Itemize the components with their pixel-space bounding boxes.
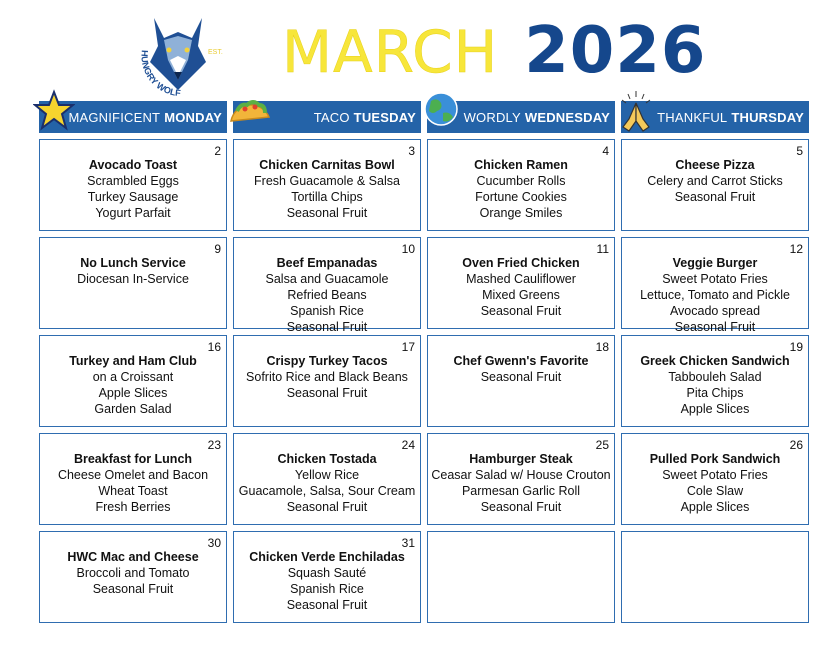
page-title xyxy=(282,14,706,94)
logo-text: HUNGRY WOLF xyxy=(139,49,182,99)
day-cell xyxy=(621,139,809,231)
side-item: Seasonal Fruit xyxy=(674,320,756,334)
side-item: Cole Slaw xyxy=(686,484,744,498)
day-cell xyxy=(39,335,227,427)
date-number: 5 xyxy=(796,144,803,158)
side-item: Ceasar Salad w/ House Crouton xyxy=(431,468,611,482)
side-item: Celery and Carrot Sticks xyxy=(647,174,783,188)
date-number: 23 xyxy=(207,438,221,452)
main-dish: Veggie Burger xyxy=(672,256,758,270)
header-wednesday-prefix: WORDLY xyxy=(463,109,521,125)
side-item: Tortilla Chips xyxy=(291,190,363,204)
date-number: 2 xyxy=(214,144,221,158)
side-item: Seasonal Fruit xyxy=(286,320,368,334)
day-cell xyxy=(39,531,227,623)
header-monday xyxy=(39,101,227,133)
taco-icon xyxy=(227,89,267,129)
side-item: Yogurt Parfait xyxy=(95,206,171,220)
date-number: 18 xyxy=(595,340,609,354)
main-dish: Breakfast for Lunch xyxy=(73,452,193,466)
date-number: 30 xyxy=(207,536,221,550)
week-row xyxy=(39,531,809,623)
side-item: Lettuce, Tomato and Pickle xyxy=(640,288,790,302)
day-cell xyxy=(621,237,809,334)
day-cell-empty xyxy=(427,531,615,623)
main-dish: Crispy Turkey Tacos xyxy=(266,354,388,368)
side-item: Sweet Potato Fries xyxy=(662,468,768,482)
main-dish: Beef Empanadas xyxy=(276,256,378,270)
main-dish: Chicken Ramen xyxy=(474,158,568,172)
main-dish: No Lunch Service xyxy=(80,256,186,270)
day-cell xyxy=(621,335,809,427)
side-item: Fresh Berries xyxy=(95,500,171,514)
side-item: Avocado spread xyxy=(669,304,761,318)
side-item: Seasonal Fruit xyxy=(674,190,756,204)
header-wednesday-bold: WEDNESDAY xyxy=(524,109,610,125)
date-number: 10 xyxy=(401,242,415,256)
day-cell xyxy=(233,237,421,334)
header-thursday-prefix: THANKFUL xyxy=(657,109,728,125)
side-item: Turkey Sausage xyxy=(87,190,179,204)
date-number: 26 xyxy=(789,438,803,452)
header-thursday-bold: THURSDAY xyxy=(731,109,804,125)
main-dish: Cheese Pizza xyxy=(675,158,755,172)
side-item: Seasonal Fruit xyxy=(480,500,562,514)
date-number: 4 xyxy=(602,144,609,158)
svg-text:EST.: EST. xyxy=(208,49,223,56)
main-dish: Oven Fried Chicken xyxy=(462,256,580,270)
header-tuesday-prefix: TACO xyxy=(313,109,350,125)
day-cell xyxy=(233,433,421,525)
day-cell xyxy=(39,433,227,525)
date-number: 16 xyxy=(207,340,221,354)
date-number: 19 xyxy=(789,340,803,354)
side-item: Fresh Guacamole & Salsa xyxy=(254,174,400,188)
day-cell-empty xyxy=(621,531,809,623)
side-item: Apple Slices xyxy=(680,500,750,514)
side-item: Refried Beans xyxy=(287,288,367,302)
side-item: Cheese Omelet and Bacon xyxy=(57,468,209,482)
main-dish: Chicken Carnitas Bowl xyxy=(259,158,395,172)
side-item: Garden Salad xyxy=(94,402,172,416)
side-item: Apple Slices xyxy=(680,402,750,416)
side-item: on a Croissant xyxy=(92,370,174,384)
main-dish: Hamburger Steak xyxy=(469,452,573,466)
side-item: Seasonal Fruit xyxy=(286,386,368,400)
side-item: Seasonal Fruit xyxy=(286,598,368,612)
hungry-wolf-logo xyxy=(128,10,228,100)
header-tuesday xyxy=(233,101,421,133)
main-dish: Avocado Toast xyxy=(88,158,178,172)
side-item: Broccoli and Tomato xyxy=(76,566,190,580)
date-number: 25 xyxy=(595,438,609,452)
week-row xyxy=(39,139,809,231)
side-item: Apple Slices xyxy=(98,386,168,400)
week-row xyxy=(39,237,809,334)
main-dish: HWC Mac and Cheese xyxy=(67,550,199,564)
side-item: Seasonal Fruit xyxy=(286,500,368,514)
day-cell xyxy=(233,335,421,427)
year-title: 2026 xyxy=(524,14,707,88)
lunch-calendar xyxy=(39,101,809,623)
day-cell xyxy=(427,335,615,427)
main-dish: Greek Chicken Sandwich xyxy=(640,354,790,368)
praying-hands-icon xyxy=(615,89,655,129)
side-item: Spanish Rice xyxy=(290,304,364,318)
date-number: 9 xyxy=(214,242,221,256)
main-dish: Chicken Verde Enchiladas xyxy=(249,550,405,564)
side-item: Salsa and Guacamole xyxy=(265,272,389,286)
week-row xyxy=(39,335,809,427)
date-number: 11 xyxy=(596,242,609,256)
side-item: Fortune Cookies xyxy=(475,190,567,204)
side-item: Seasonal Fruit xyxy=(92,582,174,596)
header-monday-prefix: MAGNIFICENT xyxy=(68,109,161,125)
side-item: Tabbouleh Salad xyxy=(668,370,762,384)
day-cell xyxy=(233,139,421,231)
day-cell xyxy=(39,139,227,231)
day-cell xyxy=(621,433,809,525)
side-item: Diocesan In-Service xyxy=(77,272,189,286)
side-item: Orange Smiles xyxy=(479,206,563,220)
main-dish: Turkey and Ham Club xyxy=(69,354,197,368)
date-number: 31 xyxy=(401,536,415,550)
side-item: Seasonal Fruit xyxy=(480,370,562,384)
day-cell xyxy=(233,531,421,623)
side-item: Wheat Toast xyxy=(98,484,168,498)
main-dish: Chicken Tostada xyxy=(277,452,377,466)
date-number: 24 xyxy=(401,438,415,452)
main-dish: Pulled Pork Sandwich xyxy=(649,452,781,466)
side-item: Seasonal Fruit xyxy=(286,206,368,220)
month-title: MARCH xyxy=(282,18,499,86)
side-item: Mashed Cauliflower xyxy=(466,272,576,286)
header-wednesday xyxy=(427,101,615,133)
side-item: Squash Sauté xyxy=(287,566,367,580)
side-item: Parmesan Garlic Roll xyxy=(461,484,581,498)
side-item: Scrambled Eggs xyxy=(87,174,179,188)
date-number: 3 xyxy=(408,144,415,158)
side-item: Guacamole, Salsa, Sour Cream xyxy=(238,484,416,498)
side-item: Cucumber Rolls xyxy=(476,174,566,188)
star-icon xyxy=(33,89,73,129)
day-cell xyxy=(427,433,615,525)
header-monday-bold: MONDAY xyxy=(164,109,222,125)
main-dish: Chef Gwenn's Favorite xyxy=(453,354,589,368)
header-tuesday-bold: TUESDAY xyxy=(353,109,416,125)
date-number: 17 xyxy=(401,340,415,354)
day-cell xyxy=(427,139,615,231)
week-row xyxy=(39,433,809,525)
side-item: Sofrito Rice and Black Beans xyxy=(246,370,408,384)
side-item: Yellow Rice xyxy=(294,468,360,482)
side-item: Sweet Potato Fries xyxy=(662,272,768,286)
globe-icon xyxy=(421,89,461,129)
side-item: Seasonal Fruit xyxy=(480,304,562,318)
day-cell xyxy=(427,237,615,329)
weekday-header-row xyxy=(39,101,809,133)
day-cell xyxy=(39,237,227,329)
side-item: Mixed Greens xyxy=(482,288,560,302)
header-thursday xyxy=(621,101,809,133)
side-item: Pita Chips xyxy=(686,386,744,400)
side-item: Spanish Rice xyxy=(290,582,364,596)
date-number: 12 xyxy=(789,242,803,256)
